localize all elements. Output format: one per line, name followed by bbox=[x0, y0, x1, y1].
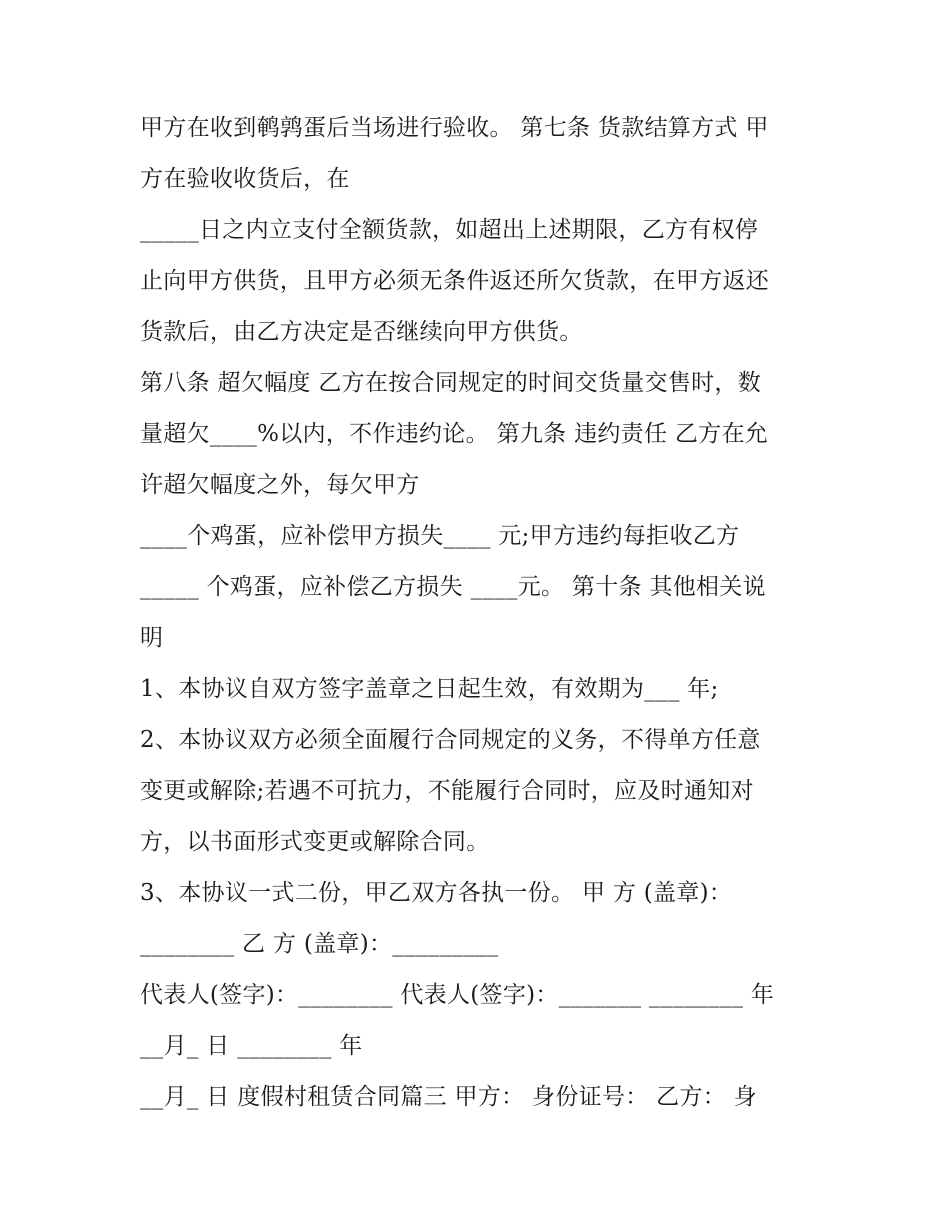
text-line: ________ 乙 方 (盖章)：_________ bbox=[140, 931, 499, 957]
text-line: 2、本协议双方必须全面履行合同规定的义务，不得单方任意 bbox=[140, 727, 761, 753]
text-line: 方在验收收货后，在 bbox=[140, 166, 350, 192]
text-line: _____日之内立支付全额货款，如超出上述期限，乙方有权停 bbox=[140, 217, 759, 243]
text-line: 明 bbox=[140, 625, 164, 651]
text-line: 3、本协议一式二份，甲乙双方各执一份。 甲 方 (盖章)： bbox=[140, 880, 733, 906]
text-line: 量超欠____%以内，不作违约论。 第九条 违约责任 乙方在允 bbox=[140, 421, 769, 447]
text-line: 甲方在收到鹌鹑蛋后当场进行验收。 第七条 货款结算方式 甲 bbox=[140, 115, 769, 141]
document-body bbox=[140, 103, 820, 1123]
text-line: ____个鸡蛋，应补偿甲方损失____ 元;甲方违约每拒收乙方 bbox=[140, 523, 740, 549]
text-line: _____ 个鸡蛋，应补偿乙方损失 ____元。 第十条 其他相关说 bbox=[140, 574, 766, 600]
text-line: 货款后，由乙方决定是否继续向甲方供货。 bbox=[140, 319, 583, 345]
text-line: 1、本协议自双方签字盖章之日起生效，有效期为___ 年; bbox=[140, 676, 719, 702]
text-line: 第八条 超欠幅度 乙方在按合同规定的时间交货量交售时，数 bbox=[140, 370, 762, 396]
text-line: 许超欠幅度之外，每欠甲方 bbox=[140, 472, 420, 498]
text-line: 代表人(签字)：________ 代表人(签字)：_______ ________ 年 bbox=[140, 982, 775, 1008]
text-line: __月_ 日 度假村租赁合同篇三 甲方： 身份证号： 乙方： 身 bbox=[140, 1084, 757, 1110]
text-line: 变更或解除;若遇不可抗力，不能履行合同时，应及时通知对 bbox=[140, 778, 754, 804]
text-line: 方，以书面形式变更或解除合同。 bbox=[140, 829, 490, 855]
text-line: __月_ 日 ________ 年 bbox=[140, 1033, 363, 1059]
text-line: 止向甲方供货，且甲方必须无条件返还所欠货款，在甲方返还 bbox=[140, 268, 770, 294]
